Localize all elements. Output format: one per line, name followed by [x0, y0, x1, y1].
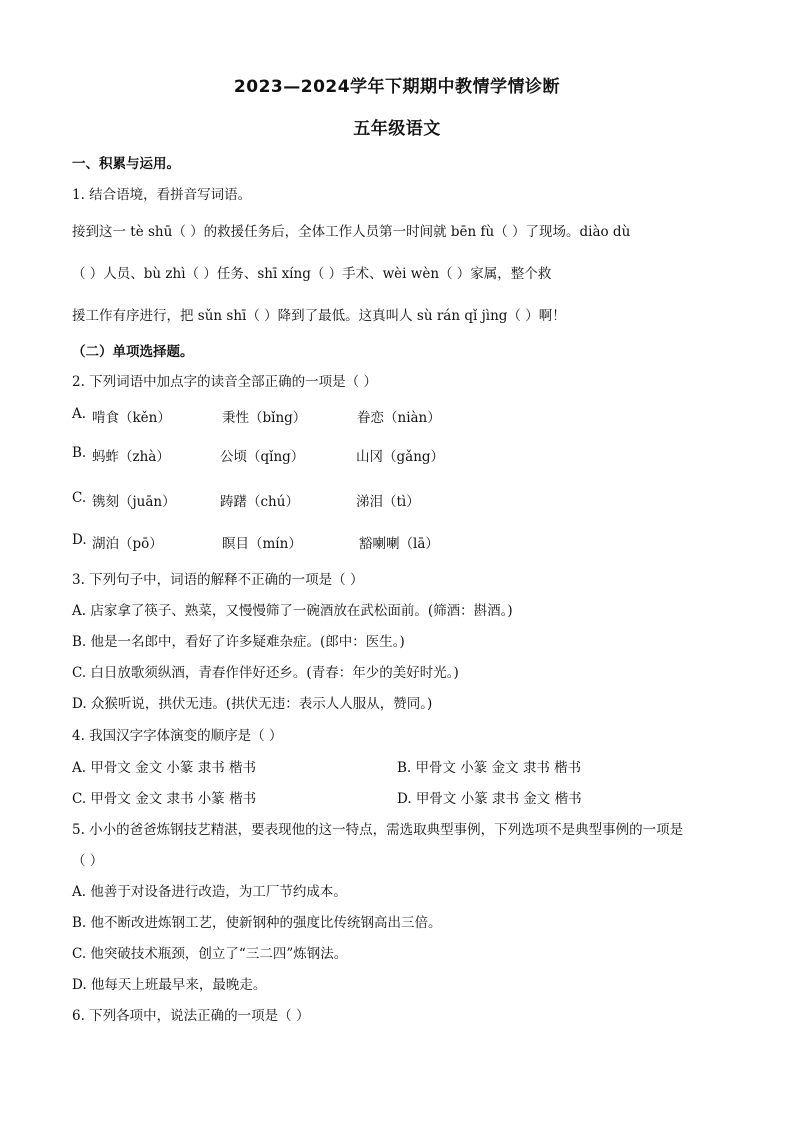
q5-stem-continued: （ ） — [72, 853, 104, 869]
q1-line-2: （ ）人员、bù zhì（ ）任务、shī xíng（ ）手术、wèi wèn（ ）家属，整个救 — [72, 266, 552, 282]
q1-stem: 1. 结合语境，看拼音写词语。 — [72, 187, 252, 203]
q2-option-label: C. — [72, 490, 87, 506]
q5-option-b: B. 他不断改进炼钢工艺，使新钢种的强度比传统钢高出三倍。 — [72, 915, 442, 931]
q4-stem: 4. 我国汉字字体演变的顺序是（ ） — [72, 728, 283, 744]
q3-option-a: A. 店家拿了筷子、熟菜，又慢慢筛了一碗酒放在武松面前。(筛酒：斟酒。) — [72, 603, 513, 619]
q4-option-b: B. 甲骨文 小篆 金文 隶书 楷书 — [397, 760, 582, 776]
q2-option-item: 眷恋（niàn） — [357, 410, 441, 426]
q2-stem: 2. 下列词语中加点字的读音全部正确的一项是（ ） — [72, 374, 377, 390]
exam-title: 2023—2024学年下期期中教情学情诊断 — [233, 77, 561, 97]
q5-option-d: D. 他每天上班最早来，最晚走。 — [72, 977, 267, 993]
q2-option-item: 涕泪（tì） — [356, 494, 420, 510]
q3-option-d: D. 众猴听说，拱伏无违。(拱伏无违：表示人人服从，赞同。) — [72, 696, 433, 712]
q3-option-c: C. 白日放歌须纵酒，青春作伴好还乡。(青春：年少的美好时光。) — [72, 665, 459, 681]
q2-option-label: D. — [72, 532, 87, 548]
q2-option-item: 瞑目（mín） — [222, 536, 302, 552]
q1-line-1: 接到这一 tè shū（ ）的救援任务后，全体工作人员第一时间就 bēn fù（ ）了现场。diào dù — [72, 224, 631, 240]
q4-option-d: D. 甲骨文 小篆 隶书 金文 楷书 — [397, 791, 582, 807]
section-heading-2: （二）单项选择题。 — [72, 344, 194, 360]
q2-option-item: 镌刻（juān） — [92, 494, 176, 510]
q5-option-a: A. 他善于对设备进行改造，为工厂节约成本。 — [72, 884, 347, 900]
q2-option-label: A. — [72, 406, 87, 422]
q2-option-item: 踌躇（chú） — [220, 494, 299, 510]
exam-subtitle: 五年级语文 — [353, 119, 441, 139]
q4-option-c: C. 甲骨文 金文 隶书 小篆 楷书 — [72, 791, 257, 807]
q2-option-item: 蚂蚱（zhà） — [92, 449, 170, 465]
q3-stem: 3. 下列句子中，词语的解释不正确的一项是（ ） — [72, 572, 364, 588]
q6-stem: 6. 下列各项中，说法正确的一项是（ ） — [72, 1008, 310, 1024]
q2-option-item: 豁喇喇（lā） — [359, 536, 439, 552]
q1-line-3: 援工作有序进行，把 sǔn shī（ ）降到了最低。这真叫人 sù rán qǐ jìng（ ）啊！ — [72, 308, 566, 324]
q2-option-label: B. — [72, 445, 87, 461]
q3-option-b: B. 他是一名郎中，看好了许多疑难杂症。(郎中：医生。) — [72, 634, 405, 650]
q2-option-item: 湖泊（pō） — [92, 536, 163, 552]
q4-option-a: A. 甲骨文 金文 小篆 隶书 楷书 — [72, 760, 256, 776]
q2-option-item: 公顷（qǐng） — [220, 449, 305, 465]
q2-option-item: 啃食（kěn） — [92, 410, 171, 426]
q2-option-item: 山冈（gǎng） — [356, 449, 445, 465]
q5-option-c: C. 他突破技术瓶颈，创立了“三二四”炼钢法。 — [72, 946, 348, 962]
section-heading-1: 一、积累与运用。 — [72, 156, 180, 172]
q2-option-item: 秉性（bǐng） — [222, 410, 307, 426]
q5-stem: 5. 小小的爸爸炼钢技艺精湛，要表现他的这一特点，需选取典型事例，下列选项不是典型事例的一项是 — [72, 822, 684, 838]
